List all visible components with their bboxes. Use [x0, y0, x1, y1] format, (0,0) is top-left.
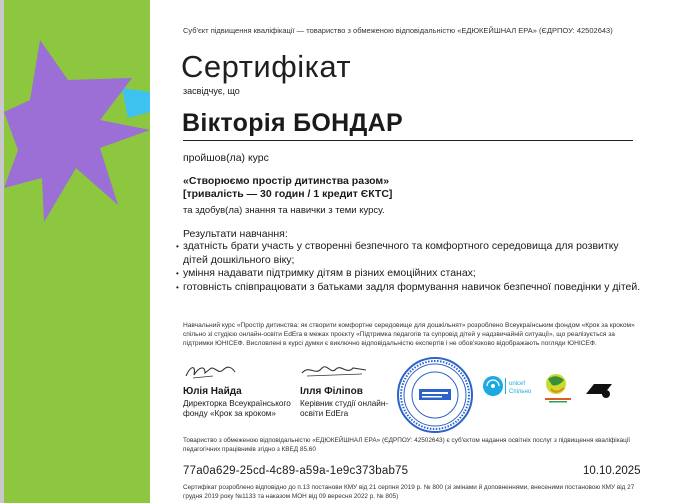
- gained-text: та здобув(ла) знання та навички з теми курсу.: [183, 205, 385, 216]
- issuer-line: Суб'єкт підвищення кваліфікації — товариство з обмеженою відповідальністю «ЕДЮКЕЙШНАЛ ЕРА» (ЄДРПОУ: 42502643): [183, 26, 613, 35]
- course-duration: [тривалість — 30 годин / 1 кредит ЄКТС]: [183, 188, 393, 200]
- signature-2-icon: [300, 361, 372, 381]
- course-description: Навчальний курс «Простір дитинства: як створити комфортне середовище для дошкільнят» розроблено Всеукраїнським фондом «Крок за кроком» спільно зі студією онлайн-освіти EdEra в межах проєкту «Підтримка педагогів та супровід дітей у надзвичайній ситуації», що реалізується за підтримки ЮНІСЕФ. Висловлені в курсі думки є виключно відповідальністю експертів і не обов'язково відображають погляди ЮНІСЕФ.: [183, 322, 635, 347]
- signer-2-role: Керівник студії онлайн-освіти EdEra: [300, 399, 389, 418]
- step-by-step-logo-icon: [542, 371, 576, 405]
- course-name: «Створюємо простір дитинства разом»: [183, 175, 390, 187]
- bullet-icon: •: [176, 269, 179, 278]
- completed-text: пройшов(ла) курс: [183, 152, 269, 164]
- certificate-title: Сертифікат: [181, 49, 352, 84]
- results-title: Результати навчання:: [183, 228, 288, 240]
- unicef-tagline: Спільно: [509, 389, 532, 395]
- decorative-star-art: [0, 0, 200, 260]
- official-seal-icon: [395, 356, 475, 434]
- edera-logo-icon: [584, 380, 614, 400]
- result-text: уміння надавати підтримку дітям в різних емоційних станах;: [183, 267, 476, 279]
- unicef-logo-icon: [482, 374, 540, 398]
- certificate-date: 10.10.2025: [583, 465, 641, 477]
- results-list: [176, 240, 646, 294]
- registration-note: Товариство з обмеженою відповідальністю «ЕДЮКЕЙШНАЛ ЕРА» (ЄДРПОУ: 42502643) є суб'єктом надання освітніх послуг з підвищення кваліфікації педагогічних працівників згідно з КВЕД 85.60: [183, 437, 631, 453]
- result-text: здатність брати участь у створенні безпечного та комфортного середовища для розвитку дітей дошкільного віку;: [183, 240, 619, 266]
- name-underline: [183, 140, 633, 141]
- purple-star: [4, 40, 150, 222]
- certifies-text: засвідчує, що: [183, 86, 240, 96]
- bullet-icon: •: [176, 282, 179, 292]
- unicef-text: unicef: [509, 381, 526, 387]
- recipient-name: Вікторія БОНДАР: [182, 109, 403, 137]
- signer-1-name: Юлія Найда: [183, 386, 242, 397]
- certificate-id: 77a0a629-25cd-4c89-a59a-1e9c373bab75: [183, 465, 409, 477]
- signer-1-role: Директорка Всеукраїнського фонду «Крок за кроком»: [183, 399, 291, 418]
- cyan-shape: [122, 88, 150, 118]
- bullet-icon: •: [176, 242, 179, 251]
- signer-2-name: Ілля Філіпов: [300, 386, 363, 397]
- result-item: [176, 240, 646, 267]
- legal-note: Сертифікат розроблено відповідно до п.13 постанови КМУ від 21 серпня 2019 р. № 800 (зі змінами й доповненнями, внесеними постановою КМУ від 27 грудня 2019 року №1133 та наказом МОН від 09 вересня 2022 р. № 805): [183, 484, 635, 500]
- signature-1-icon: [183, 361, 247, 381]
- result-item: [176, 267, 646, 281]
- result-item: [176, 281, 646, 295]
- result-text: готовність співпрацювати з батьками задля формування навичок безпечної поведінки у дітей.: [183, 280, 641, 293]
- course-block: [183, 175, 392, 201]
